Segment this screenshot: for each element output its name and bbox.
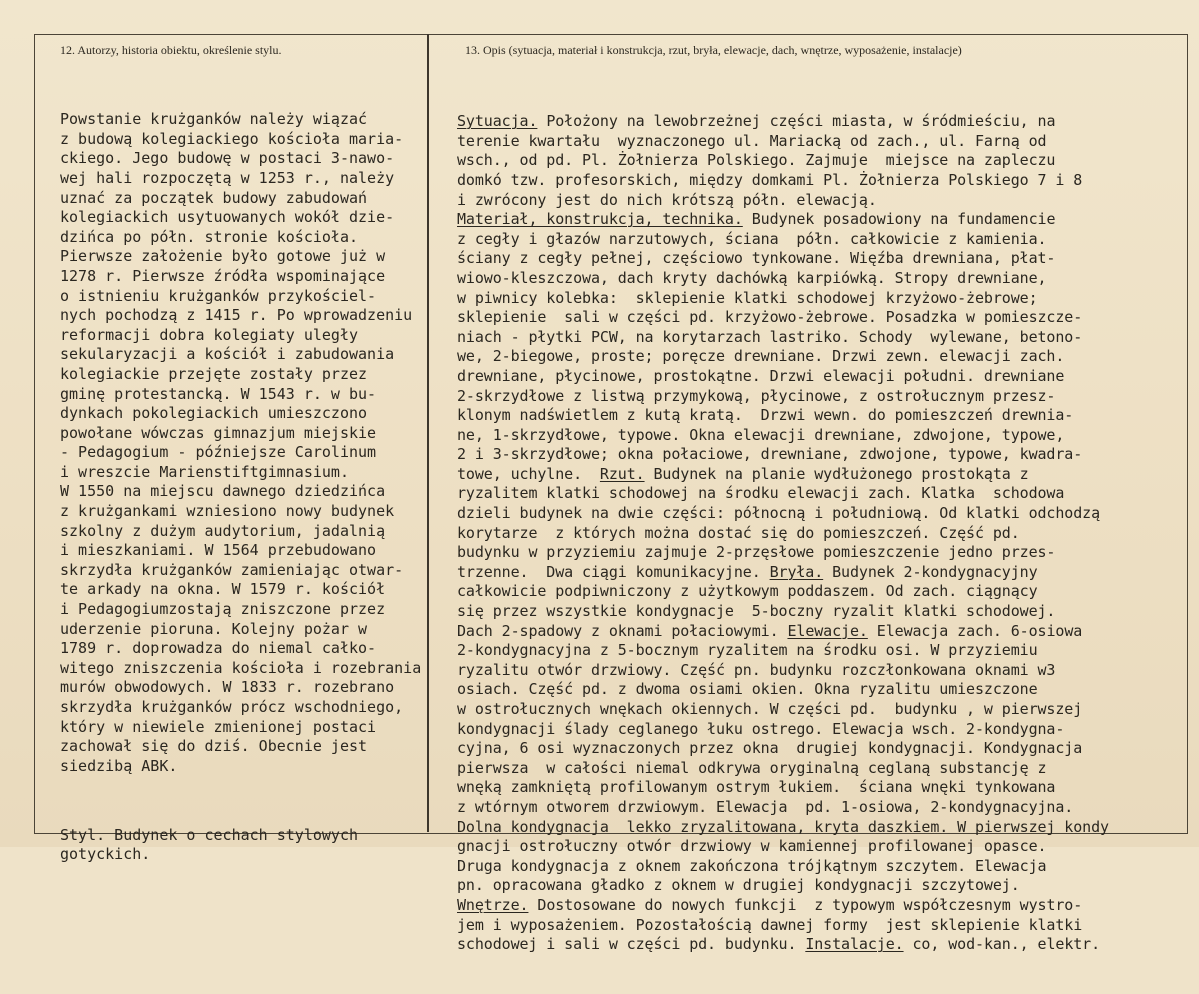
- text-segment: sklepienie sali w części pd. krzyżowo-żebrowe. Posadzka w pomieszcze-: [457, 308, 1083, 327]
- text-line: skrzydła krużganków prócz wschodniego,: [60, 698, 404, 716]
- text-line: - Pedagogium - późniejsze Carolinum: [60, 443, 377, 462]
- text-line: [457, 445, 1182, 465]
- text-line: [457, 857, 1182, 877]
- text-segment: Budynek 2-kondygnacyjny: [823, 562, 1038, 581]
- text-line: [457, 171, 1182, 191]
- text-line: [457, 896, 1182, 916]
- text-line: skrzydła krużganków zamieniając otwar-: [60, 560, 404, 579]
- text-segment: Elewacja zach. 6-osiowa: [867, 621, 1083, 640]
- text-segment: niach - płytki PCW, na korytarzach lastriko. Schody wylewane, betono-: [457, 327, 1083, 346]
- text-line: uznać za początek budowy zabudowań: [60, 188, 368, 207]
- text-segment: Budynek na planie wydłużonego prostokąta z: [644, 464, 1029, 483]
- text-segment: dzieli budynek na dwie części: północną i południową. Od klatki odchodzą: [457, 504, 1101, 523]
- text-line: zachował się do dziś. Obecnie jest: [60, 737, 368, 756]
- text-line: [457, 798, 1182, 818]
- section-heading: Wnętrze.: [457, 895, 529, 914]
- text-segment: jem i wyposażeniem. Pozostałością dawnej formy jest sklepienie klatki: [457, 915, 1083, 934]
- text-segment: ryzalitem klatki schodowej na środku elewacji zach. Klatka schodowa: [457, 484, 1065, 503]
- text-line: [457, 308, 1182, 328]
- section-heading: Instalacje.: [805, 935, 904, 954]
- text-segment: we, 2-biegowe, proste; poręcze drewniane. Drzwi zewn. elewacji zach.: [457, 347, 1065, 366]
- text-line: [457, 661, 1182, 681]
- text-segment: kondygnacji ślady ceglanego łuku ostrego. Elewacja wsch. 2-kondygna-: [457, 719, 1065, 738]
- text-segment: się przez wszystkie kondygnacje 5-boczny ryzalit klatki schodowej.: [457, 602, 1056, 621]
- history-column: [60, 71, 426, 904]
- text-line: [457, 916, 1182, 936]
- text-line: [457, 484, 1182, 504]
- text-segment: ryzalitu otwór drzwiowy. Część pn. budynku rozczłonkowana oknami w3: [457, 660, 1056, 679]
- text-line: [457, 759, 1182, 779]
- text-line: [457, 151, 1182, 171]
- text-line: sekularyzacji a kościół i zabudowania: [60, 345, 395, 364]
- description-column: [457, 73, 1182, 994]
- text-line: W 1550 na miejscu dawnego dziedzińca: [60, 482, 386, 501]
- text-line: [457, 367, 1182, 387]
- text-line: nych pochodzą z 1415 r. Po wprowadzeniu: [60, 306, 413, 325]
- text-line: Powstanie krużganków należy wiązać: [60, 110, 368, 129]
- text-line: witego zniszczenia kościoła i rozebrania: [60, 658, 422, 677]
- text-segment: terenie kwartału wyznaczonego ul. Mariacką od zach., ul. Farną od: [457, 131, 1047, 150]
- text-line: [457, 289, 1182, 309]
- section-heading: Bryła.: [769, 562, 824, 581]
- text-segment: i zwrócony jest do nich krótszą półn. elewacją.: [457, 190, 877, 209]
- text-line: [457, 602, 1182, 622]
- text-line: ckiego. Jego budowę w postaci 3-nawo-: [60, 149, 395, 168]
- text-segment: drewniane, płycinowe, prostokątne. Drzwi elewacji południ. drewniane: [457, 366, 1065, 385]
- text-segment: wiowo-kleszczowa, dach kryty dachówką karpiówką. Stropy drewniane,: [457, 268, 1047, 287]
- text-segment: Budynek posadowiony na fundamencie: [742, 210, 1056, 229]
- text-segment: domkó tzw. profesorskich, między domkami Pl. Żołnierza Polskiego 7 i 8: [457, 170, 1083, 189]
- text-line: który w niewiele zmienionej postaci: [60, 717, 377, 736]
- text-line: gminę protestancką. W 1543 r. w bu-: [60, 384, 377, 403]
- text-line: [457, 347, 1182, 367]
- text-line: [457, 935, 1182, 955]
- description-text: [457, 112, 1182, 955]
- text-line: [457, 876, 1182, 896]
- text-segment: pierwsza w całości niemal odkrywa oryginalną ceglaną substancję z: [457, 758, 1047, 777]
- text-line: [457, 524, 1182, 544]
- text-line: i wreszcie Marienstiftgimnasium.: [60, 462, 349, 481]
- text-line: [457, 582, 1182, 602]
- text-segment: osiach. Część pd. z dwoma osiami okien. Okna ryzalitu umieszczone: [457, 680, 1038, 699]
- text-line: [457, 700, 1182, 720]
- text-line: [457, 818, 1182, 838]
- history-text: [60, 110, 426, 776]
- text-line: powołane wówczas gimnazjum miejskie: [60, 423, 377, 442]
- text-line: [457, 641, 1182, 661]
- style-text: [60, 826, 426, 865]
- text-line: wej hali rozpoczętą w 1253 r., należy: [60, 168, 395, 187]
- text-line: [457, 210, 1182, 230]
- text-line: [457, 406, 1182, 426]
- text-segment: w ostrołucznych wnękach okiennych. W części pd. budynku , w pierwszej: [457, 700, 1083, 718]
- text-line: reformacji dobra kolegiaty uległy: [60, 325, 359, 344]
- text-line: [457, 269, 1182, 289]
- text-segment: 2-kondygnacyjna z 5-bocznym ryzalitem na środku osi. W przyziemiu: [457, 641, 1038, 660]
- text-segment: korytarze z których można dostać się do pomieszczeń. Część pd.: [457, 523, 1020, 542]
- text-line: [457, 387, 1182, 407]
- text-segment: Dostosowane do nowych funkcji z typowym współczesnym wystro-: [528, 895, 1083, 914]
- text-segment: w piwnicy kolebka: sklepienie klatki schodowej krzyżowo-żebrowe;: [457, 288, 1038, 307]
- text-line: [457, 249, 1182, 269]
- text-line: i mieszkaniami. W 1564 przebudowano: [60, 541, 377, 560]
- text-line: kolegiackie przejęte zostały przez: [60, 364, 368, 383]
- text-line: [457, 230, 1182, 250]
- text-line: z budową kolegiackiego kościoła maria-: [60, 129, 404, 148]
- text-segment: ne, 1-skrzydłowe, typowe. Okna elewacji drewniane, zdwojone, typowe,: [457, 425, 1065, 444]
- text-segment: z cegły i głazów narzutowych, ściana półn. całkowicie z kamienia.: [457, 229, 1047, 248]
- text-line: [457, 328, 1182, 348]
- text-segment: ściany z cegły pełnej, częściowo tynkowane. Więźba drewniana, płat-: [457, 249, 1056, 268]
- text-line: [457, 112, 1182, 132]
- text-segment: Druga kondygnacja z oknem zakończona trójkątnym szczytem. Elewacja: [457, 856, 1047, 875]
- text-line: te arkady na okna. W 1579 r. kościół: [60, 580, 386, 599]
- text-segment: gnacji ostrołuczny otwór drzwiowy w kamiennej profilowanej opasce.: [457, 837, 1047, 856]
- text-segment: pn. opracowana gładko z oknem w drugiej kondygnacji szczytowej.: [457, 876, 1020, 895]
- text-segment: klonym nadświetlem z kutą kratą. Drzwi wewn. do pomieszczeń drewnia-: [457, 406, 1074, 425]
- text-line: [457, 191, 1182, 211]
- text-line: [457, 132, 1182, 152]
- text-segment: całkowicie podpiwniczony z użytkowym poddaszem. Od zach. ciągnący: [457, 582, 1038, 601]
- text-line: i Pedagogiumzostają zniszczone przez: [60, 600, 386, 619]
- text-segment: cyjna, 6 osi wyznaczonych przez okna drugiej kondygnacji. Kondygnacja: [457, 739, 1083, 758]
- text-line: dynkach pokolegiackich umieszczono: [60, 404, 368, 423]
- text-line: [457, 563, 1182, 583]
- text-segment: 2-skrzydłowe z listwą przymykową, płycinowe, z ostrołucznym przesz-: [457, 386, 1056, 405]
- text-segment: towe, uchylne.: [457, 464, 600, 483]
- text-segment: wsch., od pd. Pl. Żołnierza Polskiego. Zajmuje miejsce na zapleczu: [457, 151, 1056, 170]
- text-line: [457, 720, 1182, 740]
- text-line: [457, 465, 1182, 485]
- text-line: [457, 504, 1182, 524]
- text-segment: 2 i 3-skrzydłowe; okna połaciowe, drewniane, zdwojone, typowe, kwadra-: [457, 445, 1083, 464]
- text-line: Styl. Budynek o cechach stylowych: [60, 825, 359, 844]
- section-heading: Elewacje.: [787, 621, 868, 640]
- text-line: siedzibą ABK.: [60, 756, 178, 775]
- text-segment: Dach 2-spadowy z oknami połaciowymi.: [457, 621, 788, 640]
- text-line: Pierwsze założenie było gotowe już w: [60, 247, 386, 266]
- text-line: kolegiackich usytuowanych wokół dzie-: [60, 208, 395, 227]
- text-segment: Dolna kondygnacja lekko zryzalitowana, kryta daszkiem. W pierwszej kondy: [457, 817, 1109, 836]
- text-line: [457, 622, 1182, 642]
- text-segment: z wtórnym otworem drzwiowym. Elewacja pd. 1-osiowa, 2-kondygnacyjna.: [457, 797, 1074, 816]
- text-line: [457, 543, 1182, 563]
- section-heading: Rzut.: [599, 464, 645, 483]
- text-line: szkolny z dużym audytorium, jadalnią: [60, 521, 386, 540]
- text-line: [457, 680, 1182, 700]
- text-line: o istnieniu krużganków przykościel-: [60, 286, 377, 305]
- text-line: [457, 739, 1182, 759]
- text-line: [457, 426, 1182, 446]
- text-line: murów obwodowych. W 1833 r. rozebrano: [60, 678, 395, 697]
- text-segment: schodowej i sali w części pd. budynku.: [457, 935, 806, 954]
- text-line: 1789 r. doprowadza do niemal całko-: [60, 639, 377, 658]
- section-heading: Materiał, konstrukcja, technika.: [457, 210, 743, 229]
- text-line: z krużgankami wzniesiono nowy budynek: [60, 502, 395, 521]
- text-segment: wnęką zamkniętą profilowanym ostrym łukiem. ściana wnęki tynkowana: [457, 778, 1056, 797]
- text-line: dzińca po półn. stronie kościoła.: [60, 227, 359, 246]
- text-segment: budynku w przyziemiu zajmuje 2-przęsłowe pomieszczenie jedno przes-: [457, 543, 1056, 562]
- text-line: 1278 r. Pierwsze źródła wspominające: [60, 266, 386, 285]
- section-12-header: 12. Autorzy, historia obiektu, określenie stylu.: [60, 43, 282, 57]
- column-divider: [427, 34, 429, 832]
- text-line: [457, 778, 1182, 798]
- section-13-header: 13. Opis (sytuacja, materiał i konstrukcja, rzut, bryła, elewacje, dach, wnętrze, wyposażenie, instalacje): [465, 43, 962, 57]
- text-line: gotyckich.: [60, 845, 151, 864]
- text-segment: co, wod-kan., elektr.: [903, 935, 1101, 954]
- text-segment: Położony na lewobrzeżnej części miasta, w śródmieściu, na: [537, 112, 1056, 131]
- text-line: uderzenie pioruna. Kolejny pożar w: [60, 619, 368, 638]
- section-heading: Sytuacja.: [457, 112, 538, 131]
- text-segment: trzenne. Dwa ciągi komunikacyjne.: [457, 562, 770, 581]
